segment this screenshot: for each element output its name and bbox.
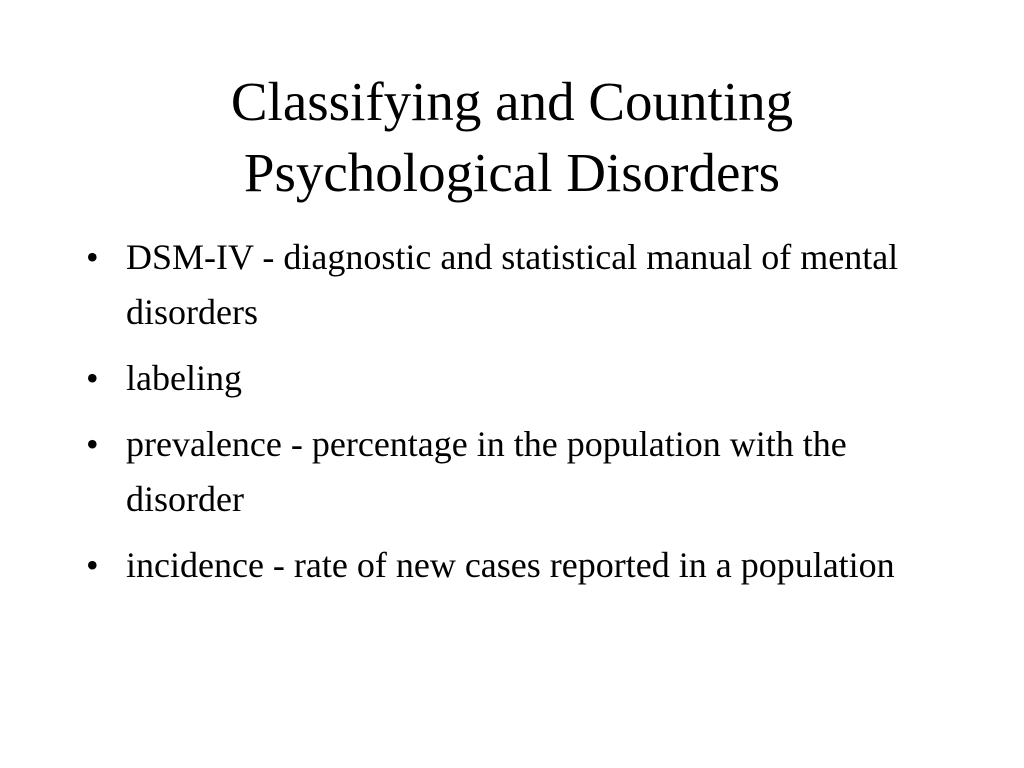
bullet-text: prevalence - percentage in the population with the disorder <box>126 424 847 519</box>
bullet-text: incidence - rate of new cases reported in a population <box>126 545 895 585</box>
slide-title <box>0 66 1024 208</box>
bullet-item-prevalence <box>86 417 946 527</box>
bullet-text: labeling <box>126 358 242 398</box>
bullet-marker-icon: • <box>86 358 99 398</box>
title-line-2: Psychological Disorders <box>243 142 781 203</box>
bullet-list <box>86 230 946 604</box>
bullet-marker-icon: • <box>86 545 99 585</box>
bullet-item-labeling <box>86 351 946 406</box>
bullet-item-incidence <box>86 538 946 593</box>
title-line-1: Classifying and Counting <box>230 71 794 132</box>
bullet-text: DSM-IV - diagnostic and statistical manual of mental disorders <box>126 237 899 332</box>
bullet-marker-icon: • <box>86 237 99 277</box>
bullet-marker-icon: • <box>86 424 99 464</box>
bullet-item-dsm-iv <box>86 230 946 340</box>
